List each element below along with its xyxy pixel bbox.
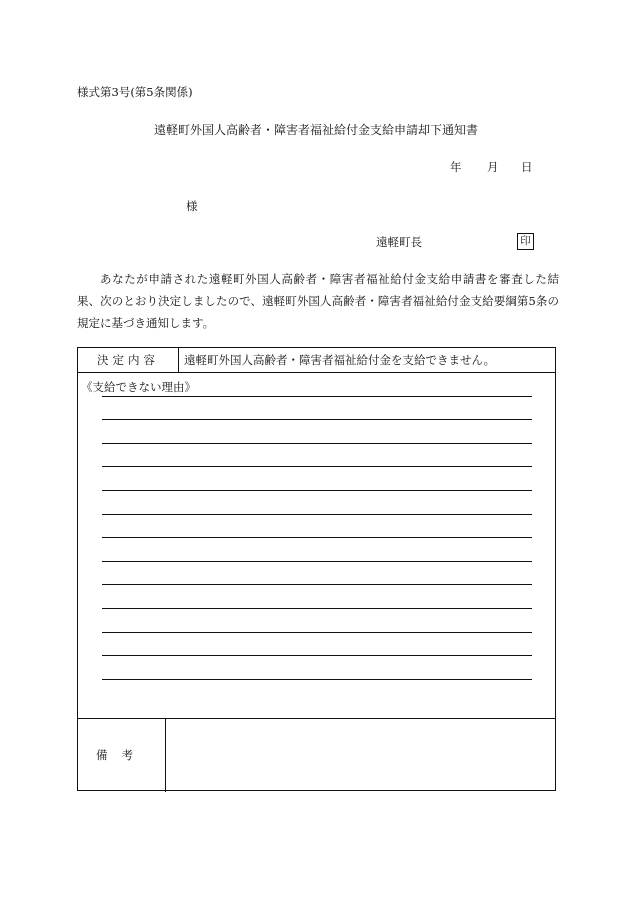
decision-label: 決定内容 [78,348,179,372]
reason-line[interactable] [102,655,532,656]
date-year-label: 年 [450,160,462,174]
reason-line[interactable] [102,537,532,538]
reason-line[interactable] [102,679,532,680]
reason-line[interactable] [102,396,532,397]
reason-line[interactable] [102,419,532,420]
reason-line[interactable] [102,490,532,491]
addressee-honorific: 様 [186,199,198,213]
date-day-label: 日 [521,160,533,174]
decision-value: 遠軽町外国人高齢者・障害者福祉給付金を支給できません。 [184,353,496,367]
body-paragraph [77,268,559,334]
reason-line[interactable] [102,584,532,585]
decision-table [77,347,556,791]
decision-row [78,348,555,373]
page-title: 遠軽町外国人高齢者・障害者福祉給付金支給申請却下通知書 [154,123,479,137]
issuer-name: 遠軽町長 [376,235,422,249]
reason-line[interactable] [102,443,532,444]
remarks-row [78,718,555,792]
reason-line[interactable] [102,466,532,467]
date-month-label: 月 [487,160,499,174]
reason-line[interactable] [102,632,532,633]
seal-mark: 印 [517,233,534,250]
reason-label: 《支給できない理由》 [81,380,196,394]
reason-line[interactable] [102,608,532,609]
reason-line[interactable] [102,514,532,515]
reason-line[interactable] [102,561,532,562]
form-number: 様式第3号(第5条関係) [77,85,193,99]
body-text: あなたが申請された遠軽町外国人高齢者・障害者福祉給付金支給申請書を審査した結果、次のとおり決定しましたので、遠軽町外国人高齢者・障害者福祉給付金支給要綱第5条の規定に基づき通知します。 [77,272,559,330]
remarks-label: 備考 [78,719,166,792]
